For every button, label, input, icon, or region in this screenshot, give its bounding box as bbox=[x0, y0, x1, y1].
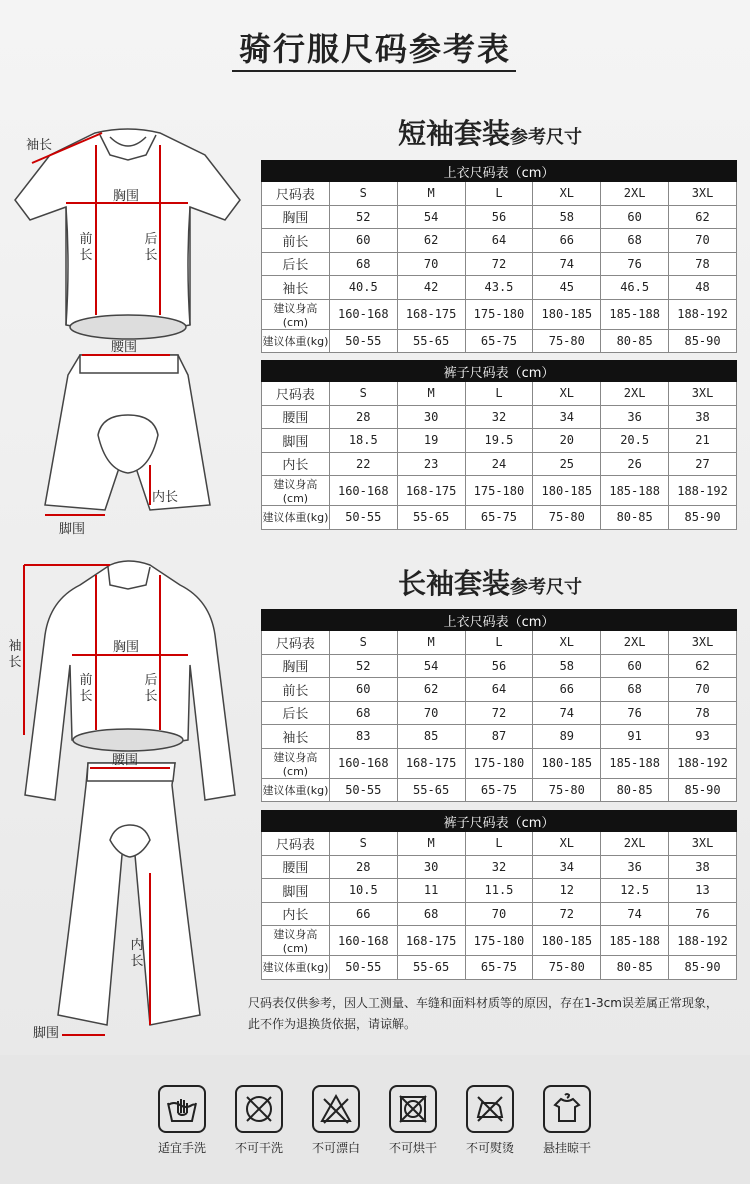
long-top-cell: 180-185 bbox=[533, 748, 601, 778]
long-top-cell: 78 bbox=[669, 701, 737, 725]
short-top-table-row bbox=[262, 276, 737, 300]
care-item-no-iron bbox=[455, 1085, 525, 1156]
short-top-header-cell: 2XL bbox=[601, 182, 669, 206]
short-top-cell: 64 bbox=[465, 229, 533, 253]
short-pants-cell: 36 bbox=[601, 405, 669, 429]
short-pants-tbody bbox=[262, 361, 737, 530]
long-pants-cell: 160-168 bbox=[329, 926, 397, 956]
short-top-table-row bbox=[262, 229, 737, 253]
short-pants-header-cell: XL bbox=[533, 382, 601, 406]
care-label-no-dry-clean: 不可干洗 bbox=[234, 1141, 283, 1155]
short-top-cell: 70 bbox=[397, 252, 465, 276]
long-top-header-cell: M bbox=[397, 631, 465, 655]
no-tumble-dry-icon bbox=[389, 1085, 437, 1133]
long-pants-cell: 34 bbox=[533, 855, 601, 879]
long-pants-row-label: 内长 bbox=[262, 902, 330, 926]
long-top-cell: 68 bbox=[329, 701, 397, 725]
long-top-cell: 185-188 bbox=[601, 748, 669, 778]
short-pants-cell: 80-85 bbox=[601, 506, 669, 530]
long-pants-cell: 80-85 bbox=[601, 956, 669, 980]
long-top-table-row bbox=[262, 748, 737, 778]
short-pants-cell: 30 bbox=[397, 405, 465, 429]
short-pants-table-row bbox=[262, 429, 737, 453]
long-pants-cell: 75-80 bbox=[533, 956, 601, 980]
long-label-back: 后长 bbox=[144, 673, 158, 704]
long-top-cell: 188-192 bbox=[669, 748, 737, 778]
long-top-row-label: 建议体重(kg) bbox=[262, 778, 330, 802]
long-pants-cell: 175-180 bbox=[465, 926, 533, 956]
long-pants-header-cell: XL bbox=[533, 832, 601, 856]
short-top-header-row bbox=[262, 182, 737, 206]
short-label-front: 前长 bbox=[79, 232, 93, 263]
long-top-cell: 72 bbox=[465, 701, 533, 725]
long-top-cell: 62 bbox=[397, 678, 465, 702]
long-pants-cell: 13 bbox=[669, 879, 737, 903]
long-top-cell: 70 bbox=[397, 701, 465, 725]
short-pants-cell: 38 bbox=[669, 405, 737, 429]
short-top-cell: 188-192 bbox=[669, 299, 737, 329]
short-top-cell: 42 bbox=[397, 276, 465, 300]
short-label-sleeve: 袖长 bbox=[26, 138, 53, 153]
long-top-table-row bbox=[262, 778, 737, 802]
long-top-cell: 175-180 bbox=[465, 748, 533, 778]
long-pants-cell: 11 bbox=[397, 879, 465, 903]
care-item-hand-wash bbox=[147, 1085, 217, 1156]
long-top-cell: 93 bbox=[669, 725, 737, 749]
long-pants-cell: 55-65 bbox=[397, 956, 465, 980]
long-pants-table-row bbox=[262, 855, 737, 879]
long-top-table-row bbox=[262, 701, 737, 725]
long-top-row-label: 后长 bbox=[262, 701, 330, 725]
long-top-header-cell: S bbox=[329, 631, 397, 655]
short-pants-table bbox=[261, 360, 737, 530]
long-pants-header-row bbox=[262, 832, 737, 856]
long-top-cell: 54 bbox=[397, 654, 465, 678]
no-dry-clean-icon bbox=[235, 1085, 283, 1133]
long-label-sleeve-b: 长 bbox=[8, 655, 22, 670]
disclaimer-note: 尺码表仅供参考，因人工测量、车缝和面料材质等的原因，存在1-3cm误差属正常现象，此不作为退换货依据，请谅解。 bbox=[248, 996, 718, 1031]
long-pants-cell: 185-188 bbox=[601, 926, 669, 956]
short-top-cell: 43.5 bbox=[465, 276, 533, 300]
short-top-cell: 78 bbox=[669, 252, 737, 276]
short-pants-header-row bbox=[262, 382, 737, 406]
hand-wash-icon bbox=[158, 1085, 206, 1133]
short-set-heading bbox=[398, 112, 582, 152]
short-top-cell: 160-168 bbox=[329, 299, 397, 329]
short-pants-cell: 168-175 bbox=[397, 476, 465, 506]
short-top-cell: 48 bbox=[669, 276, 737, 300]
long-pants-header-cell: 尺码表 bbox=[262, 832, 330, 856]
short-pants-cell: 175-180 bbox=[465, 476, 533, 506]
short-top-table-row bbox=[262, 299, 737, 329]
short-top-header-cell: 3XL bbox=[669, 182, 737, 206]
long-pants-cell: 66 bbox=[329, 902, 397, 926]
short-top-row-label: 胸围 bbox=[262, 205, 330, 229]
short-top-cell: 70 bbox=[669, 229, 737, 253]
long-pants-header-cell: 3XL bbox=[669, 832, 737, 856]
short-pants-header-cell: 2XL bbox=[601, 382, 669, 406]
long-pants-cell: 10.5 bbox=[329, 879, 397, 903]
short-pants-row-label: 腰围 bbox=[262, 405, 330, 429]
short-label-waist: 腰围 bbox=[111, 340, 138, 355]
long-pants-header-cell: 2XL bbox=[601, 832, 669, 856]
short-top-cell: 56 bbox=[465, 205, 533, 229]
care-instructions bbox=[0, 1055, 750, 1184]
long-pants-cell: 30 bbox=[397, 855, 465, 879]
short-top-caption-row bbox=[262, 161, 737, 182]
hang-dry-icon bbox=[543, 1085, 591, 1133]
long-top-cell: 60 bbox=[601, 654, 669, 678]
long-set-heading-text: 长袖套装 bbox=[398, 567, 511, 600]
short-top-cell: 40.5 bbox=[329, 276, 397, 300]
short-pants-cell: 32 bbox=[465, 405, 533, 429]
short-top-cell: 68 bbox=[601, 229, 669, 253]
care-item-no-tumble-dry bbox=[378, 1085, 448, 1156]
short-top-cell: 76 bbox=[601, 252, 669, 276]
care-label-hand-wash: 适宜手洗 bbox=[157, 1141, 206, 1155]
care-label-no-bleach: 不可漂白 bbox=[311, 1141, 360, 1155]
long-top-cell: 58 bbox=[533, 654, 601, 678]
long-top-header-row bbox=[262, 631, 737, 655]
short-pants-header-cell: S bbox=[329, 382, 397, 406]
short-top-table-row bbox=[262, 329, 737, 353]
long-top-row-label: 袖长 bbox=[262, 725, 330, 749]
long-label-hem: 脚围 bbox=[33, 1026, 60, 1041]
long-top-header-cell: 尺码表 bbox=[262, 631, 330, 655]
long-label-inseam: 内长 bbox=[130, 938, 144, 969]
long-top-tbody bbox=[262, 610, 737, 802]
long-label-sleeve-a: 袖 bbox=[8, 639, 22, 654]
long-pants-table-row bbox=[262, 926, 737, 956]
long-top-cell: 50-55 bbox=[329, 778, 397, 802]
long-pants-caption-row bbox=[262, 811, 737, 832]
long-pants-cell: 28 bbox=[329, 855, 397, 879]
short-top-cell: 66 bbox=[533, 229, 601, 253]
short-pants-table-row bbox=[262, 405, 737, 429]
long-set-subheading: 参考尺寸 bbox=[510, 577, 583, 598]
short-top-row-label: 前长 bbox=[262, 229, 330, 253]
short-pants-cell: 34 bbox=[533, 405, 601, 429]
short-top-cell: 60 bbox=[329, 229, 397, 253]
short-pants-cell: 75-80 bbox=[533, 506, 601, 530]
long-top-table bbox=[261, 609, 737, 802]
short-pants-cell: 19.5 bbox=[465, 429, 533, 453]
short-top-header-cell: M bbox=[397, 182, 465, 206]
long-top-cell: 64 bbox=[465, 678, 533, 702]
short-label-hem: 脚围 bbox=[59, 522, 86, 537]
long-top-row-label: 前长 bbox=[262, 678, 330, 702]
short-pants-cell: 185-188 bbox=[601, 476, 669, 506]
short-pants-cell: 188-192 bbox=[669, 476, 737, 506]
short-top-row-label: 建议体重(kg) bbox=[262, 329, 330, 353]
care-item-no-dry-clean bbox=[224, 1085, 294, 1156]
short-pants-header-cell: 3XL bbox=[669, 382, 737, 406]
short-pants-cell: 55-65 bbox=[397, 506, 465, 530]
short-top-header-cell: S bbox=[329, 182, 397, 206]
long-pants-cell: 188-192 bbox=[669, 926, 737, 956]
long-top-cell: 168-175 bbox=[397, 748, 465, 778]
short-pants-cell: 85-90 bbox=[669, 506, 737, 530]
long-label-waist: 腰围 bbox=[112, 753, 139, 768]
long-pants-cell: 12 bbox=[533, 879, 601, 903]
short-top-cell: 45 bbox=[533, 276, 601, 300]
short-top-cell: 62 bbox=[397, 229, 465, 253]
long-pants-cell: 11.5 bbox=[465, 879, 533, 903]
long-pants-cell: 36 bbox=[601, 855, 669, 879]
long-pants-cell: 68 bbox=[397, 902, 465, 926]
long-jersey-diagram bbox=[10, 555, 250, 1045]
short-top-row-label: 后长 bbox=[262, 252, 330, 276]
short-label-inseam: 内长 bbox=[152, 490, 179, 505]
short-top-cell: 68 bbox=[329, 252, 397, 276]
short-pants-cell: 19 bbox=[397, 429, 465, 453]
long-pants-table-row bbox=[262, 902, 737, 926]
short-top-header-cell: XL bbox=[533, 182, 601, 206]
short-pants-caption-row bbox=[262, 361, 737, 382]
short-top-cell: 54 bbox=[397, 205, 465, 229]
long-top-cell: 75-80 bbox=[533, 778, 601, 802]
long-top-cell: 80-85 bbox=[601, 778, 669, 802]
no-bleach-icon bbox=[312, 1085, 360, 1133]
short-label-back: 后长 bbox=[144, 232, 158, 263]
short-top-table bbox=[261, 160, 737, 353]
long-top-header-cell: XL bbox=[533, 631, 601, 655]
long-top-header-cell: L bbox=[465, 631, 533, 655]
long-top-header-cell: 3XL bbox=[669, 631, 737, 655]
long-top-table-row bbox=[262, 678, 737, 702]
long-top-header-cell: 2XL bbox=[601, 631, 669, 655]
short-top-cell: 175-180 bbox=[465, 299, 533, 329]
care-label-hang-dry: 悬挂晾干 bbox=[542, 1141, 591, 1155]
long-pants-caption: 裤子尺码表（cm） bbox=[262, 811, 737, 832]
long-pants-cell: 72 bbox=[533, 902, 601, 926]
long-top-cell: 62 bbox=[669, 654, 737, 678]
care-label-no-iron: 不可熨烫 bbox=[465, 1141, 514, 1155]
short-top-cell: 74 bbox=[533, 252, 601, 276]
short-top-table-row bbox=[262, 252, 737, 276]
long-top-cell: 85-90 bbox=[669, 778, 737, 802]
short-top-cell: 72 bbox=[465, 252, 533, 276]
long-pants-cell: 32 bbox=[465, 855, 533, 879]
care-item-hang-dry bbox=[532, 1085, 602, 1156]
short-pants-row-label: 建议体重(kg) bbox=[262, 506, 330, 530]
short-label-chest: 胸围 bbox=[113, 189, 140, 204]
short-top-cell: 50-55 bbox=[329, 329, 397, 353]
long-top-cell: 85 bbox=[397, 725, 465, 749]
long-top-caption-row bbox=[262, 610, 737, 631]
short-top-cell: 185-188 bbox=[601, 299, 669, 329]
short-top-caption: 上衣尺码表（cm） bbox=[262, 161, 737, 182]
long-pants-cell: 74 bbox=[601, 902, 669, 926]
long-pants-cell: 70 bbox=[465, 902, 533, 926]
short-pants-table-row bbox=[262, 476, 737, 506]
long-pants-cell: 180-185 bbox=[533, 926, 601, 956]
long-top-cell: 52 bbox=[329, 654, 397, 678]
short-top-cell: 168-175 bbox=[397, 299, 465, 329]
short-top-cell: 55-65 bbox=[397, 329, 465, 353]
long-set-heading bbox=[398, 562, 582, 602]
long-pants-row-label: 脚围 bbox=[262, 879, 330, 903]
short-pants-cell: 20 bbox=[533, 429, 601, 453]
long-top-cell: 91 bbox=[601, 725, 669, 749]
short-pants-caption: 裤子尺码表（cm） bbox=[262, 361, 737, 382]
short-top-header-cell: L bbox=[465, 182, 533, 206]
short-pants-header-cell: 尺码表 bbox=[262, 382, 330, 406]
short-top-header-cell: 尺码表 bbox=[262, 182, 330, 206]
short-pants-cell: 22 bbox=[329, 452, 397, 476]
short-top-table-row bbox=[262, 205, 737, 229]
short-pants-cell: 160-168 bbox=[329, 476, 397, 506]
long-top-cell: 70 bbox=[669, 678, 737, 702]
long-top-cell: 74 bbox=[533, 701, 601, 725]
short-pants-cell: 20.5 bbox=[601, 429, 669, 453]
page-title: 骑行服尺码参考表 bbox=[238, 30, 511, 68]
short-top-cell: 62 bbox=[669, 205, 737, 229]
long-pants-tbody bbox=[262, 811, 737, 980]
long-label-chest: 胸围 bbox=[113, 640, 140, 655]
no-iron-icon bbox=[466, 1085, 514, 1133]
long-pants-row-label: 腰围 bbox=[262, 855, 330, 879]
long-pants-table-row bbox=[262, 956, 737, 980]
long-pants-cell: 168-175 bbox=[397, 926, 465, 956]
long-pants-table bbox=[261, 810, 737, 980]
long-top-cell: 68 bbox=[601, 678, 669, 702]
long-top-cell: 83 bbox=[329, 725, 397, 749]
long-pants-cell: 50-55 bbox=[329, 956, 397, 980]
long-top-cell: 87 bbox=[465, 725, 533, 749]
short-top-cell: 75-80 bbox=[533, 329, 601, 353]
short-top-tbody bbox=[262, 161, 737, 353]
long-top-cell: 66 bbox=[533, 678, 601, 702]
long-pants-cell: 65-75 bbox=[465, 956, 533, 980]
long-label-front: 前长 bbox=[79, 673, 93, 704]
short-pants-header-cell: M bbox=[397, 382, 465, 406]
short-pants-cell: 28 bbox=[329, 405, 397, 429]
long-top-table-row bbox=[262, 654, 737, 678]
short-pants-row-label: 内长 bbox=[262, 452, 330, 476]
long-top-row-label: 胸围 bbox=[262, 654, 330, 678]
short-top-row-label: 建议身高(cm) bbox=[262, 299, 330, 329]
long-top-row-label: 建议身高(cm) bbox=[262, 748, 330, 778]
long-top-cell: 55-65 bbox=[397, 778, 465, 802]
short-set-heading-text: 短袖套装 bbox=[398, 117, 511, 150]
long-top-cell: 60 bbox=[329, 678, 397, 702]
long-pants-cell: 85-90 bbox=[669, 956, 737, 980]
long-pants-row-label: 建议身高(cm) bbox=[262, 926, 330, 956]
short-pants-cell: 25 bbox=[533, 452, 601, 476]
long-pants-cell: 38 bbox=[669, 855, 737, 879]
long-top-caption: 上衣尺码表（cm） bbox=[262, 610, 737, 631]
long-pants-cell: 12.5 bbox=[601, 879, 669, 903]
short-top-row-label: 袖长 bbox=[262, 276, 330, 300]
short-pants-cell: 23 bbox=[397, 452, 465, 476]
long-pants-header-cell: L bbox=[465, 832, 533, 856]
short-top-cell: 58 bbox=[533, 205, 601, 229]
short-pants-table-row bbox=[262, 506, 737, 530]
long-top-cell: 89 bbox=[533, 725, 601, 749]
short-top-cell: 80-85 bbox=[601, 329, 669, 353]
short-pants-cell: 180-185 bbox=[533, 476, 601, 506]
long-pants-table-row bbox=[262, 879, 737, 903]
short-pants-cell: 26 bbox=[601, 452, 669, 476]
short-top-cell: 46.5 bbox=[601, 276, 669, 300]
short-pants-cell: 27 bbox=[669, 452, 737, 476]
long-pants-cell: 76 bbox=[669, 902, 737, 926]
long-top-cell: 56 bbox=[465, 654, 533, 678]
short-pants-row-label: 脚围 bbox=[262, 429, 330, 453]
short-set-subheading: 参考尺寸 bbox=[510, 127, 583, 148]
short-pants-cell: 65-75 bbox=[465, 506, 533, 530]
long-top-cell: 160-168 bbox=[329, 748, 397, 778]
short-top-cell: 52 bbox=[329, 205, 397, 229]
long-top-table-row bbox=[262, 725, 737, 749]
long-top-cell: 65-75 bbox=[465, 778, 533, 802]
short-pants-row-label: 建议身高(cm) bbox=[262, 476, 330, 506]
short-pants-cell: 21 bbox=[669, 429, 737, 453]
care-label-no-tumble-dry: 不可烘干 bbox=[388, 1141, 437, 1155]
short-pants-cell: 18.5 bbox=[329, 429, 397, 453]
short-top-cell: 65-75 bbox=[465, 329, 533, 353]
short-top-cell: 60 bbox=[601, 205, 669, 229]
long-pants-header-cell: S bbox=[329, 832, 397, 856]
title-underline bbox=[232, 70, 516, 72]
short-top-cell: 85-90 bbox=[669, 329, 737, 353]
short-top-cell: 180-185 bbox=[533, 299, 601, 329]
short-pants-header-cell: L bbox=[465, 382, 533, 406]
short-pants-cell: 24 bbox=[465, 452, 533, 476]
short-pants-cell: 50-55 bbox=[329, 506, 397, 530]
long-top-cell: 76 bbox=[601, 701, 669, 725]
short-pants-table-row bbox=[262, 452, 737, 476]
care-item-no-bleach bbox=[301, 1085, 371, 1156]
long-pants-row-label: 建议体重(kg) bbox=[262, 956, 330, 980]
long-pants-header-cell: M bbox=[397, 832, 465, 856]
